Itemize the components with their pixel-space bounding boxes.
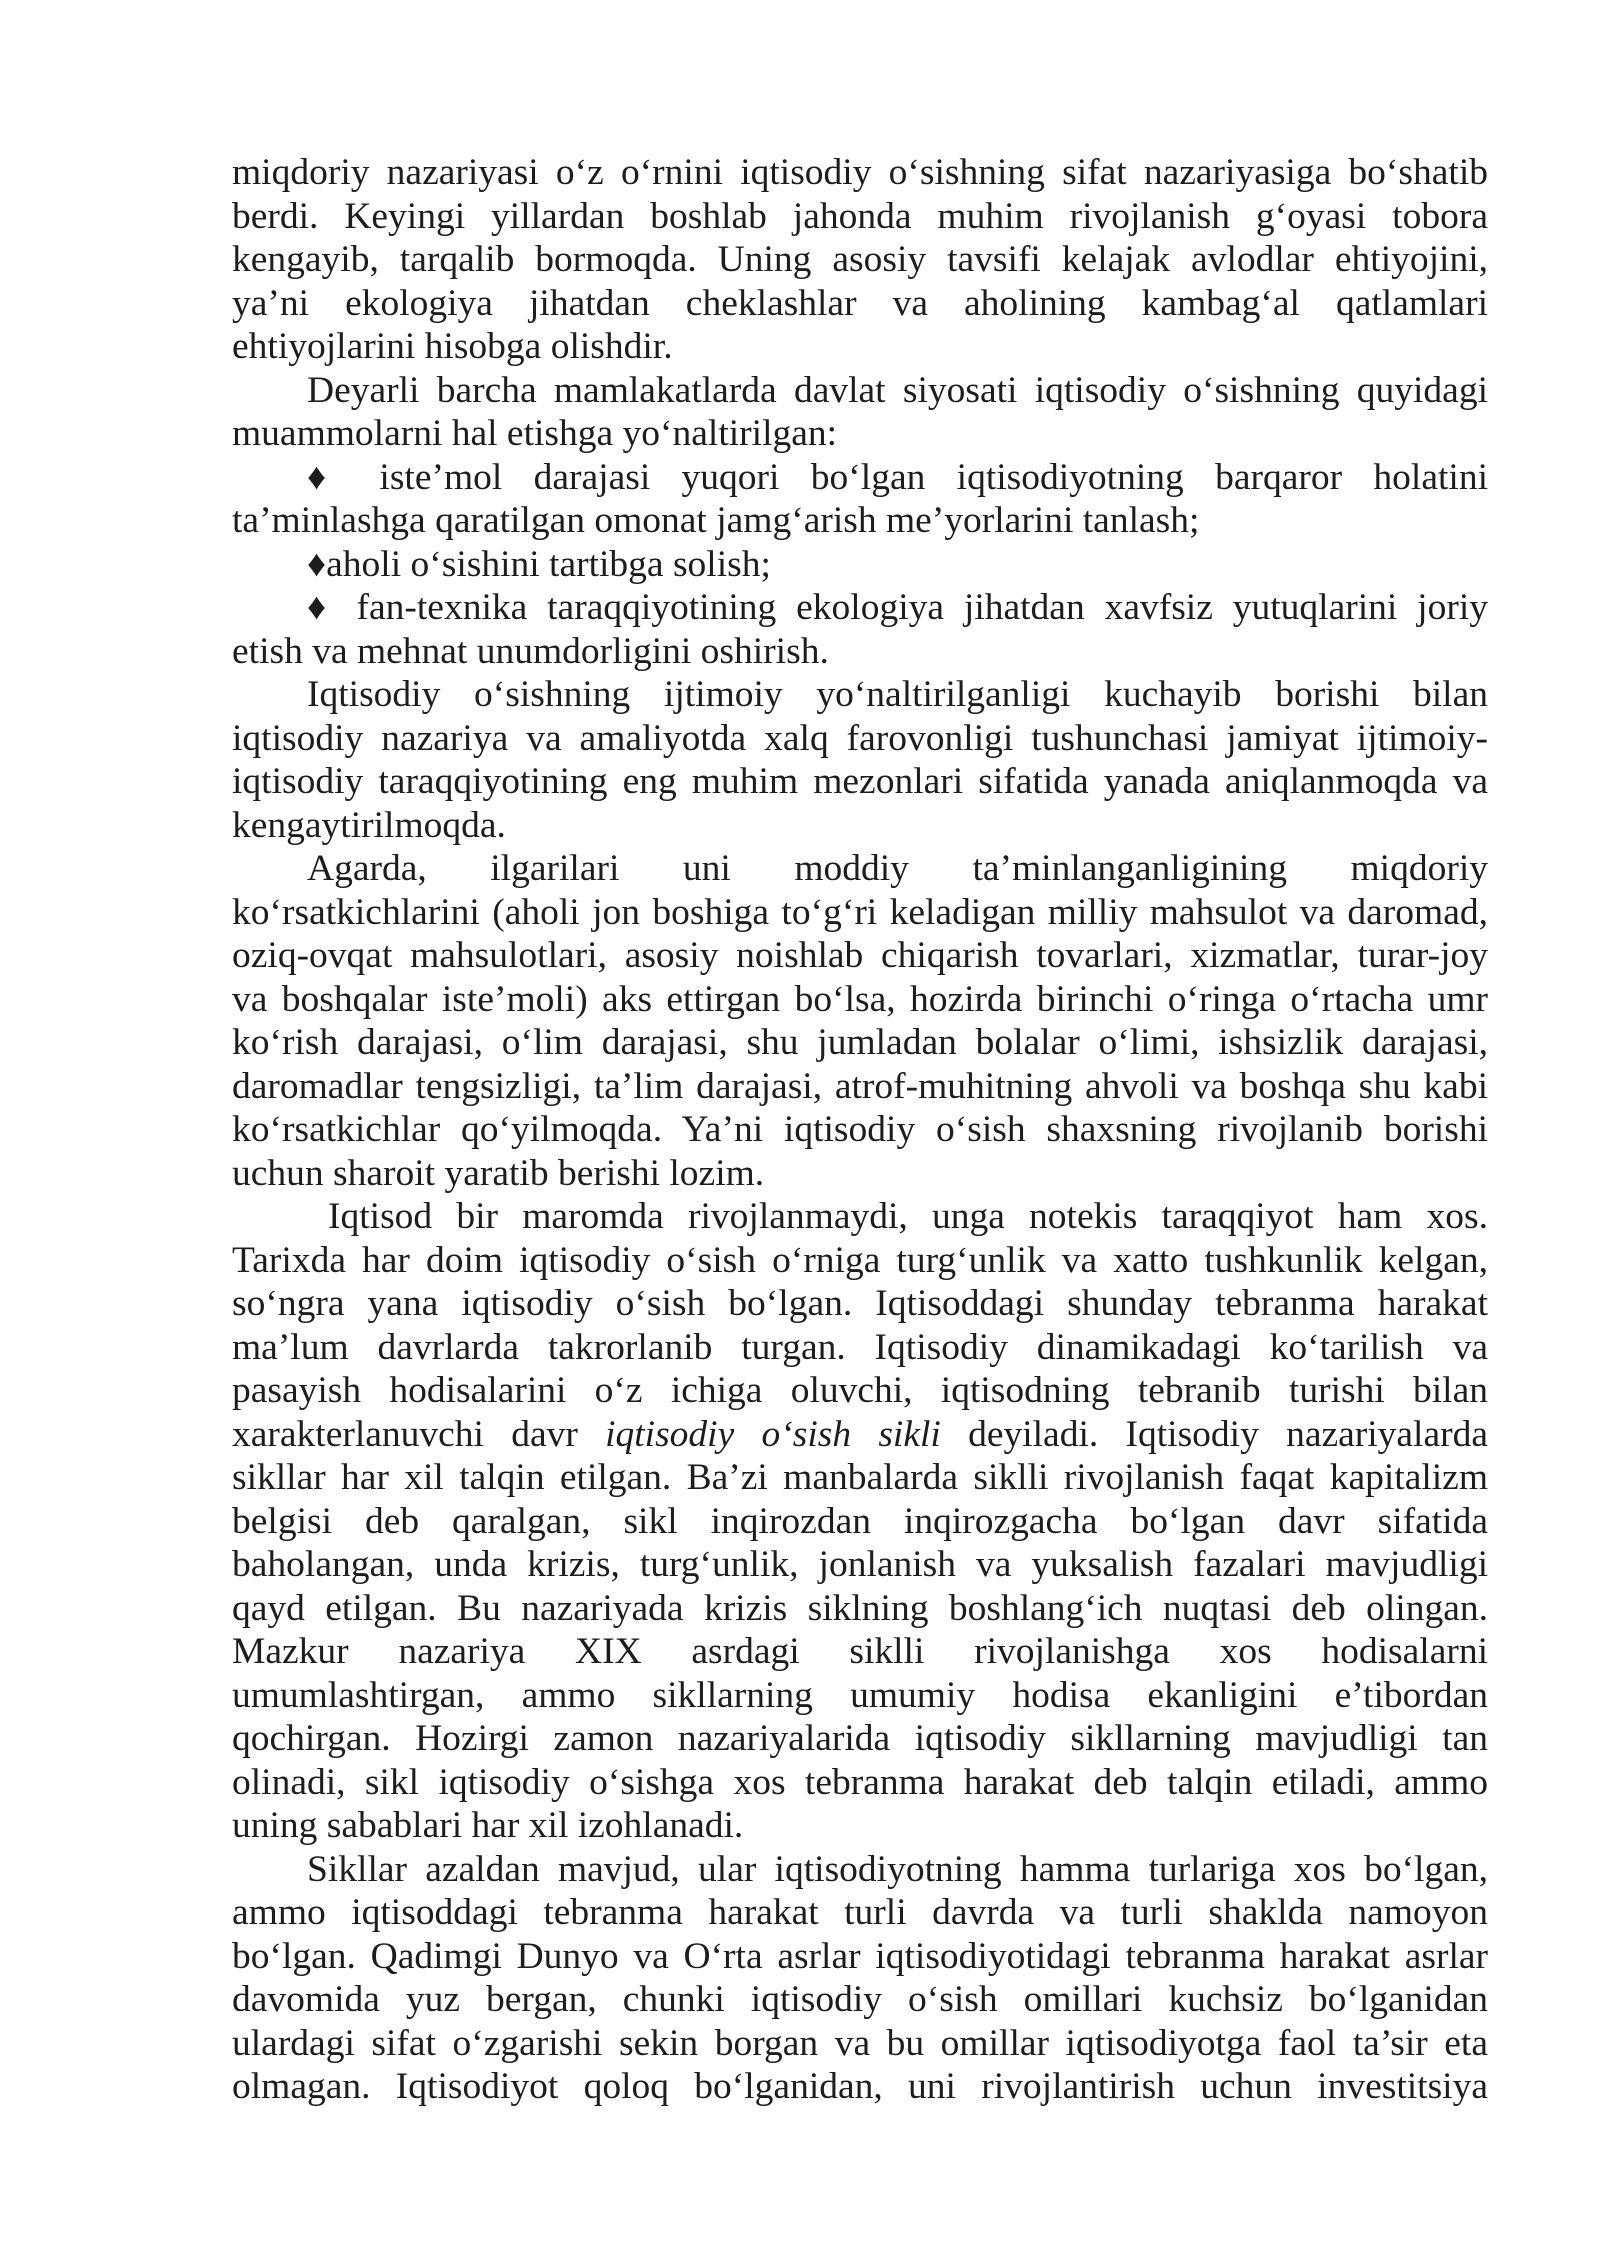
text-line: baholangan, unda krizis, turg‘unlik, jonlanish va yuksalish fazalari mavjudligi — [232, 1544, 1488, 1585]
paragraph — [232, 369, 1488, 456]
text-line: ehtiyojlarini hisobga olishdir. — [232, 326, 673, 367]
text-line: uning sabablari har xil izohlanadi. — [232, 1805, 744, 1846]
text-line: Mazkur nazariya XIX asrdagi siklli rivojlanishga xos hodisalarni — [232, 1631, 1488, 1672]
text-line: pasayish hodisalarini o‘z ichiga oluvchi, iqtisodning tebranib turishi bilan — [232, 1370, 1488, 1411]
text-line: miqdoriy nazariyasi o‘z o‘rnini iqtisodiy o‘sishning sifat nazariyasiga bo‘shatib — [232, 152, 1488, 193]
text-line: davomida yuz bergan, chunki iqtisodiy o‘sish omillari kuchsiz bo‘lganidan — [232, 1979, 1488, 2020]
text-line: ♦aholi o‘sishini tartibga solish; — [307, 543, 771, 585]
text-line: ♦ iste’mol darajasi yuqori bo‘lgan iqtisodiyotning barqaror holatini — [307, 456, 1488, 498]
text-line: etish va mehnat unumdorligini oshirish. — [232, 630, 829, 672]
paragraph — [232, 1195, 1488, 1848]
paragraph — [232, 1848, 1488, 2109]
text-line: so‘ngra yana iqtisodiy o‘sish bo‘lgan. Iqtisoddagi shunday tebranma harakat — [232, 1283, 1488, 1324]
bullet-item — [232, 543, 1488, 587]
text-run: xarakterlanuvchi davr — [232, 1413, 606, 1455]
text-line: Agarda, ilgarilari uni moddiy ta’minlanganligining miqdoriy — [307, 848, 1488, 889]
text-line: uchun sharoit yaratib berishi lozim. — [232, 1152, 765, 1194]
bullet-item — [232, 456, 1488, 543]
bullet-item — [232, 586, 1488, 673]
text-line: muammolarni hal etishga yo‘naltirilgan: — [232, 413, 838, 454]
text-line: olmagan. Iqtisodiyot qoloq bo‘lganidan, uni rivojlantirish uchun investitsiya — [232, 2066, 1488, 2107]
text-line: ko‘rish darajasi, o‘lim darajasi, shu jumladan bolalar o‘limi, ishsizlik darajasi, — [232, 1022, 1488, 1063]
text-line: Iqtisod bir maromda rivojlanmaydi, unga notekis taraqqiyot ham xos. — [328, 1196, 1488, 1237]
text-line: qochirgan. Hozirgi zamon nazariyalarida iqtisodiy sikllarning mavjudligi tan — [232, 1718, 1488, 1759]
paragraph — [232, 151, 1488, 369]
paragraph — [232, 673, 1488, 847]
text-line: bo‘lgan. Qadimgi Dunyo va O‘rta asrlar iqtisodiyotidagi tebranma harakat asrlar — [232, 1935, 1488, 1977]
text-line: ammo iqtisoddagi tebranma harakat turli davrda va turli shaklda namoyon — [232, 1892, 1488, 1933]
text-line: Deyarli barcha mamlakatlarda davlat siyosati iqtisodiy o‘sishning quyidagi — [307, 369, 1488, 411]
text-line: olinadi, sikl iqtisodiy o‘sishga xos tebranma harakat deb talqin etiladi, ammo — [232, 1761, 1488, 1803]
text-line: ma’lum davrlarda takrorlanib turgan. Iqtisodiy dinamikadagi ko‘tarilish va — [232, 1326, 1488, 1368]
text-line: va boshqalar iste’moli) aks ettirgan bo‘lsa, hozirda birinchi o‘ringa o‘rtacha umr — [232, 978, 1488, 1020]
text-line: ♦ fan-texnika taraqqiyotining ekologiya jihatdan xavfsiz yutuqlarini joriy — [307, 587, 1488, 628]
text-run: deyiladi. Iqtisodiy nazariyalarda — [940, 1413, 1489, 1455]
text-line: qayd etilgan. Bu nazariyada krizis siklning boshlang‘ich nuqtasi deb olingan. — [232, 1587, 1488, 1629]
text-line: Tarixda har doim iqtisodiy o‘sish o‘rniga turg‘unlik va xatto tushkunlik kelgan, — [232, 1239, 1488, 1281]
text-line: Iqtisodiy o‘sishning ijtimoiy yo‘naltirilganligi kuchayib borishi bilan — [307, 674, 1488, 715]
text-line: ta’minlashga qaratilgan omonat jamg‘arish me’yorlarini tanlash; — [232, 500, 1200, 541]
text-line: kengaytirilmoqda. — [232, 804, 506, 846]
text-line: umumlashtirgan, ammo sikllarning umumiy hodisa ekanligini e’tibordan — [232, 1674, 1488, 1716]
text-line: ko‘rsatkichlarini (aholi jon boshiga to‘g‘ri keladigan milliy mahsulot va daromad, — [232, 891, 1488, 933]
text-line: berdi. Keyingi yillardan boshlab jahonda muhim rivojlanish g‘oyasi tobora — [232, 195, 1488, 237]
text-line — [232, 1413, 1488, 1457]
text-line: belgisi deb qaralgan, sikl inqirozdan inqirozgacha bo‘lgan davr sifatida — [232, 1500, 1488, 1542]
text-line: oziq-ovqat mahsulotlari, asosiy noishlab chiqarish tovarlari, xizmatlar, turar-joy — [232, 935, 1488, 976]
text-line: ulardagi sifat o‘zgarishi sekin borgan va bu omillar iqtisodiyotga faol ta’sir eta — [232, 2022, 1488, 2064]
text-line: sikllar har xil talqin etilgan. Ba’zi manbalarda siklli rivojlanish faqat kapitalizm — [232, 1457, 1488, 1498]
text-line: ko‘rsatkichlar qo‘yilmoqda. Ya’ni iqtisodiy o‘sish shaxsning rivojlanib borishi — [232, 1109, 1488, 1150]
text-line: Sikllar azaldan mavjud, ular iqtisodiyotning hamma turlariga xos bo‘lgan, — [307, 1848, 1488, 1890]
emphasized-term: iqtisodiy o‘sish sikli — [605, 1413, 941, 1455]
paragraph — [232, 847, 1488, 1195]
text-line: iqtisodiy nazariya va amaliyotda xalq farovonligi tushunchasi jamiyat ijtimoiy- — [232, 717, 1488, 759]
text-line: daromadlar tengsizligi, ta’lim darajasi, atrof-muhitning ahvoli va boshqa shu kabi — [232, 1065, 1488, 1107]
text-line: kengayib, tarqalib bormoqda. Uning asosiy tavsifi kelajak avlodlar ehtiyojini, — [232, 239, 1488, 280]
body-text — [232, 151, 1488, 2109]
text-line: ya’ni ekologiya jihatdan cheklashlar va aholining kambag‘al qatlamlari — [232, 282, 1488, 324]
text-line: iqtisodiy taraqqiyotining eng muhim mezonlari sifatida yanada aniqlanmoqda va — [232, 761, 1488, 802]
